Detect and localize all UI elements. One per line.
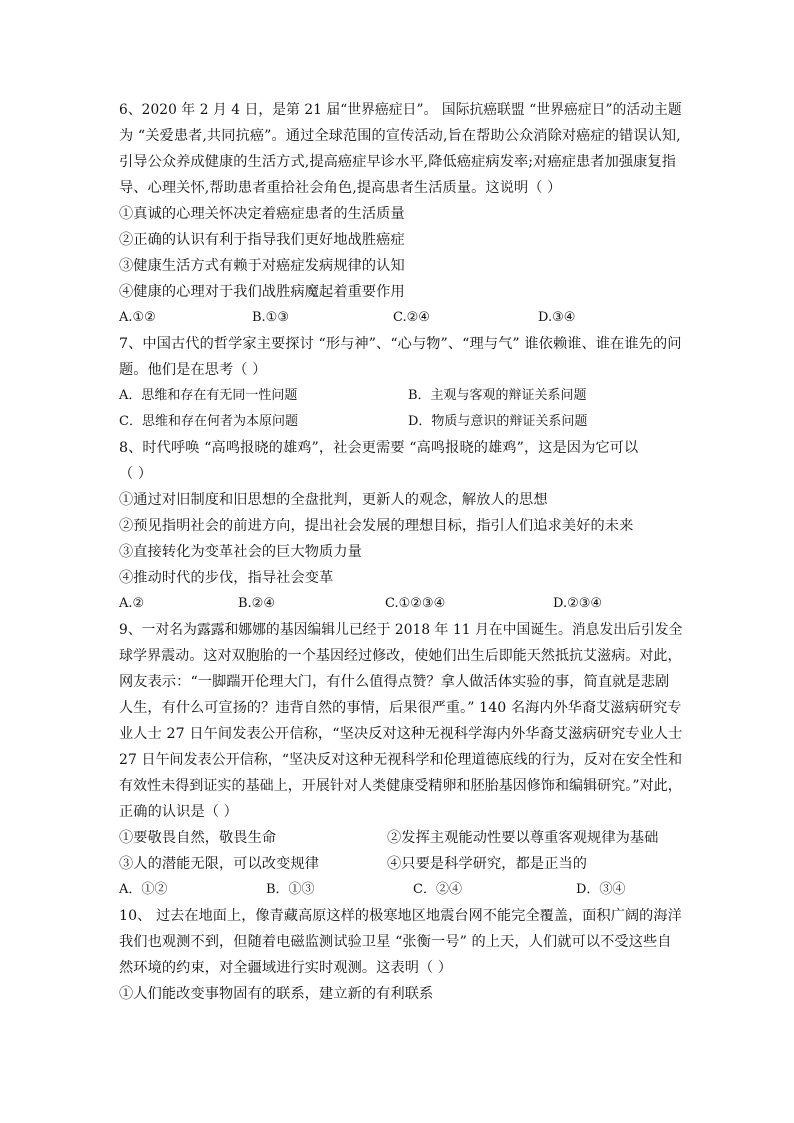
question-9-stem-line: 网友表示：“一脚踹开伦理大门，有什么值得点赞？拿人做活体实验的事，简直就是悲剧	[119, 674, 670, 690]
question-8-option-c: C.①②③④	[385, 596, 446, 611]
question-10-stem-line: 然环境的约束，对全疆域进行实时观测。这表明（ ）	[119, 960, 453, 976]
question-6-statement-2: ②正确的认识有利于指导我们更好地战胜癌症	[119, 232, 405, 248]
question-6-option-c: C.②④	[393, 310, 430, 325]
question-7-option-a: A．思维和存在有无同一性问题	[119, 388, 298, 403]
question-8-statement-3: ③直接转化为变革社会的巨大物质力量	[119, 544, 362, 560]
question-8-statement-4: ④推动时代的步伐，指导社会变革	[119, 570, 334, 586]
question-6-option-b: B.①③	[252, 310, 289, 325]
question-9-statement-1: ①要敬畏自然，敬畏生命	[119, 830, 277, 846]
question-6-statement-3: ③健康生活方式有赖于对癌症发病规律的认知	[119, 258, 405, 274]
question-9-stem-line: 球学界震动。这对双胞胎的一个基因经过修改，使她们出生后即能天然抵抗艾滋病。对此，	[119, 648, 682, 664]
question-9-stem-line: 9、一对名为露露和娜娜的基因编辑儿已经于 2018 年 11 月在中国诞生。消息发出后引发全	[119, 622, 683, 638]
question-9-option-d: D．③④	[576, 882, 626, 897]
question-6-statement-4: ④健康的心理对于我们战胜病魔起着重要作用	[119, 284, 405, 300]
question-9-statement-3: ③人的潜能无限，可以改变规律	[119, 856, 320, 872]
question-9-statement-2: ②发挥主观能动性要以尊重客观规律为基础	[387, 830, 659, 846]
question-10-stem-line: 10、 过去在地面上，像青藏高原这样的极寒地区地震台网不能完全覆盖，面积广阔的海洋	[119, 908, 682, 924]
question-7-stem-line: 题。他们是在思考（ ）	[119, 362, 267, 378]
question-8-option-d: D.②③④	[553, 596, 603, 611]
question-7-option-c: C．思维和存在何者为本原问题	[119, 414, 298, 429]
question-9-option-a: A．①②	[119, 882, 168, 897]
question-9-option-c: C．②④	[413, 882, 462, 897]
question-9-stem-line: 业人士 27 日午间发表公开信称，“坚决反对这种无视科学海内外华裔艾滋病研究专业人士	[119, 726, 683, 742]
question-6-stem-line: 6、2020 年 2 月 4 日，是第 21 届“世界癌症日”。 国际抗癌联盟 “世界癌症日”的活动主题	[119, 102, 682, 118]
question-9-stem-line: 人生，有什么可宣扬的？违背自然的事情，后果很严重。” 140 名海内外华裔艾滋病研究专	[119, 700, 682, 716]
question-7-option-b: B．主观与客观的辩证关系问题	[408, 388, 587, 403]
question-9-stem-line: 27 日午间发表公开信称，“坚决反对这种无视科学和伦理道德底线的行为，反对在安全性和	[119, 752, 683, 768]
question-7-stem-line: 7、中国古代的哲学家主要探讨 “形与神”、“心与物”、“理与气” 谁依赖谁、谁在谁先的问	[119, 336, 682, 352]
question-8-statement-2: ②预见指明社会的前进方向，提出社会发展的理想目标，指引人们追求美好的未来	[119, 518, 634, 534]
question-9-option-b: B．①③	[266, 882, 315, 897]
question-8-statement-1: ①通过对旧制度和旧思想的全盘批判，更新人的观念，解放人的思想	[119, 492, 548, 508]
question-6-stem-line: 为 “关爱患者,共同抗癌”。通过全球范围的宣传活动,旨在帮助公众消除对癌症的错误认知,	[119, 128, 681, 144]
question-6-option-a: A.①②	[119, 310, 156, 325]
question-8-stem-line: 8、时代呼唤 “高鸣报晓的雄鸡”，社会更需要 “高鸣报晓的雄鸡”，这是因为它可以	[119, 440, 639, 456]
question-6-stem-line: 引导公众养成健康的生活方式,提高癌症早诊水平,降低癌症病发率;对癌症患者加强康复指	[119, 154, 677, 170]
question-8-option-b: B.②④	[238, 596, 275, 611]
question-9-stem-line: 有效性未得到证实的基础上，开展针对人类健康受精卵和胚胎基因修饰和编辑研究。”对此，	[119, 778, 682, 794]
question-9-statement-4: ④只要是科学研究，都是正当的	[387, 856, 588, 872]
question-6-option-d: D.③④	[538, 310, 576, 325]
question-9-stem-line: 正确的认识是（ ）	[119, 804, 238, 820]
question-8-option-a: A.②	[119, 596, 145, 611]
question-10-statement-1: ①人们能改变事物固有的联系，建立新的有利联系	[119, 986, 434, 1002]
question-6-stem-line: 导、心理关怀,帮助患者重拾社会角色,提高患者生活质量。这说明（ ）	[119, 180, 562, 196]
question-10-stem-line: 我们也观测不到，但随着电磁监测试验卫星 “张衡一号” 的上天，人们就可以不受这些自	[119, 934, 672, 950]
question-7-option-d: D．物质与意识的辩证关系问题	[408, 414, 588, 429]
question-6-statement-1: ①真诚的心理关怀决定着癌症患者的生活质量	[119, 206, 405, 222]
question-8-stem-line: （ ）	[119, 466, 153, 482]
